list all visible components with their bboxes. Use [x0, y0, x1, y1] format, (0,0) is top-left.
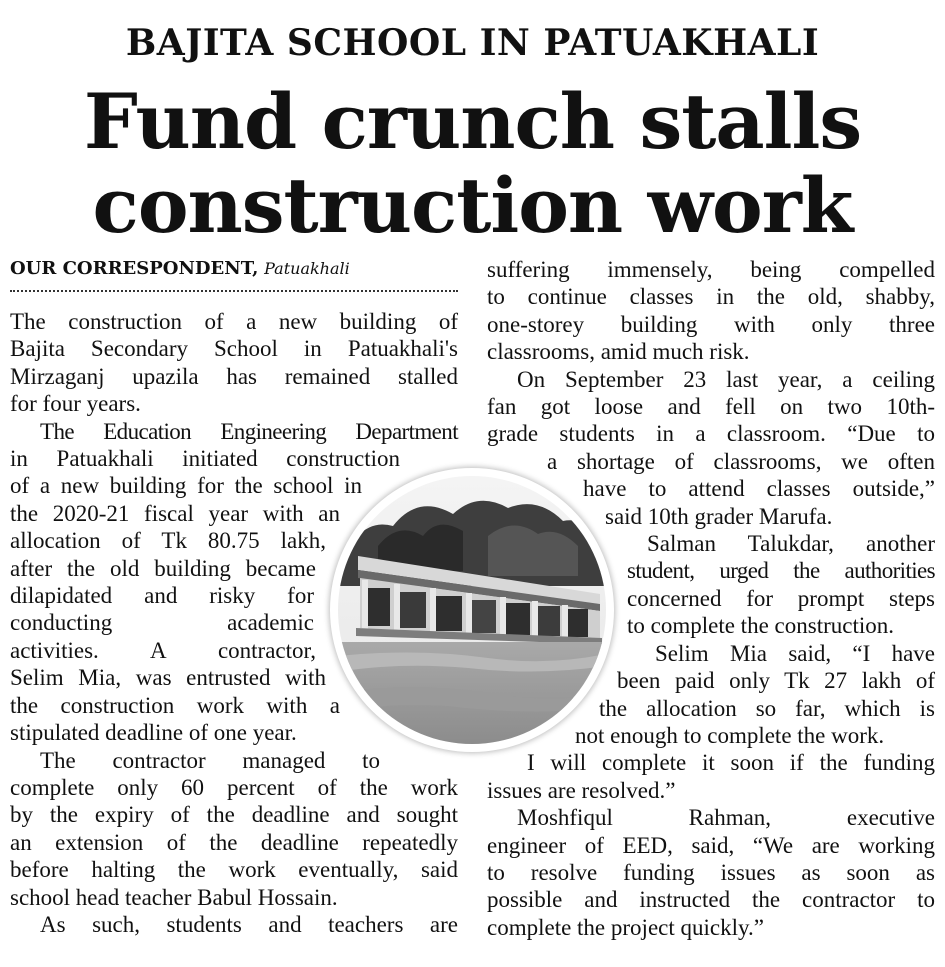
- byline-location: Patuakhali: [264, 259, 350, 278]
- text-line: Moshfiqul Rahman, executive: [517, 805, 935, 831]
- byline: [10, 258, 460, 279]
- text-line: possible and instructed the contractor to: [487, 887, 935, 913]
- text-line: stipulated deadline of one year.: [10, 720, 297, 746]
- photo-illustration: [338, 476, 606, 744]
- text-line: before halting the work eventually, said: [10, 857, 458, 883]
- text-line: to continue classes in the old, shabby,: [487, 284, 935, 310]
- byline-rule: [10, 290, 458, 292]
- text-line: the allocation so far, which is: [599, 695, 935, 721]
- text-line: an extension of the deadline repeatedly: [10, 829, 458, 855]
- text-line: have to attend classes outside,”: [583, 476, 935, 502]
- text-line: concerned for prompt steps: [627, 585, 935, 611]
- text-line: As such, students and teachers are: [40, 911, 458, 937]
- text-line: school head teacher Babul Hossain.: [10, 884, 338, 910]
- text-line: a shortage of classrooms, we often: [547, 448, 935, 474]
- school-building-photo: [338, 476, 606, 744]
- text-line: Bajita Secondary School in Patuakhali's: [10, 336, 458, 362]
- text-line: conducting academic: [10, 610, 314, 636]
- text-line: complete only 60 percent of the work: [10, 774, 458, 800]
- text-line: in Patuakhali initiated construction: [10, 446, 400, 472]
- text-line: to resolve funding issues as soon as: [487, 859, 935, 885]
- text-line: classrooms, amid much risk.: [487, 339, 750, 365]
- text-line: after the old building became: [10, 555, 316, 581]
- text-line: On September 23 last year, a ceiling: [517, 366, 935, 392]
- text-line: for four years.: [10, 391, 141, 417]
- text-line: grade students in a classroom. “Due to: [487, 421, 935, 447]
- text-line: been paid only Tk 27 lakh of: [617, 668, 935, 694]
- headline-line-1: Fund crunch stalls: [83, 77, 862, 166]
- text-line: dilapidated and risky for: [10, 583, 314, 609]
- text-line: The construction of a new building of: [10, 309, 458, 334]
- text-line: I will complete it soon if the funding: [527, 750, 935, 776]
- text-line: said 10th grader Marufa.: [605, 503, 833, 529]
- text-line: complete the project quickly.”: [487, 914, 764, 940]
- text-line: Selim Mia, was entrusted with: [10, 665, 326, 691]
- text-line: to complete the construction.: [627, 613, 894, 639]
- text-line: fan got loose and fell on two 10th-: [487, 394, 935, 420]
- headline: [0, 77, 945, 250]
- text-line: engineer of EED, said, “We are working: [487, 832, 935, 858]
- text-line: activities. A contractor,: [10, 637, 316, 663]
- headline-line-2: construction work: [92, 161, 853, 250]
- text-line: The contractor managed to: [40, 747, 380, 773]
- text-line: suffering immensely, being compelled: [487, 257, 935, 282]
- text-line: the construction work with a: [10, 692, 340, 718]
- text-line: issues are resolved.”: [487, 777, 676, 803]
- text-line: Mirzaganj upazila has remained stalled: [10, 363, 458, 389]
- text-line: the 2020-21 fiscal year with an: [10, 500, 340, 526]
- text-line: Salman Talukdar, another: [647, 531, 935, 557]
- text-line: student, urged the authorities: [627, 558, 935, 584]
- text-line: one-storey building with only three: [487, 311, 935, 337]
- text-line: Selim Mia said, “I have: [655, 640, 935, 666]
- text-line: allocation of Tk 80.75 lakh,: [10, 528, 326, 554]
- text-line: by the expiry of the deadline and sought: [10, 802, 458, 828]
- kicker: BAJITA SCHOOL IN PATUAKHALI: [125, 22, 820, 64]
- text-line: The Education Engineering Department: [40, 418, 458, 444]
- text-line: of a new building for the school in: [10, 473, 362, 499]
- byline-author: OUR CORRESPONDENT,: [10, 258, 259, 279]
- text-line: not enough to complete the work.: [575, 722, 885, 748]
